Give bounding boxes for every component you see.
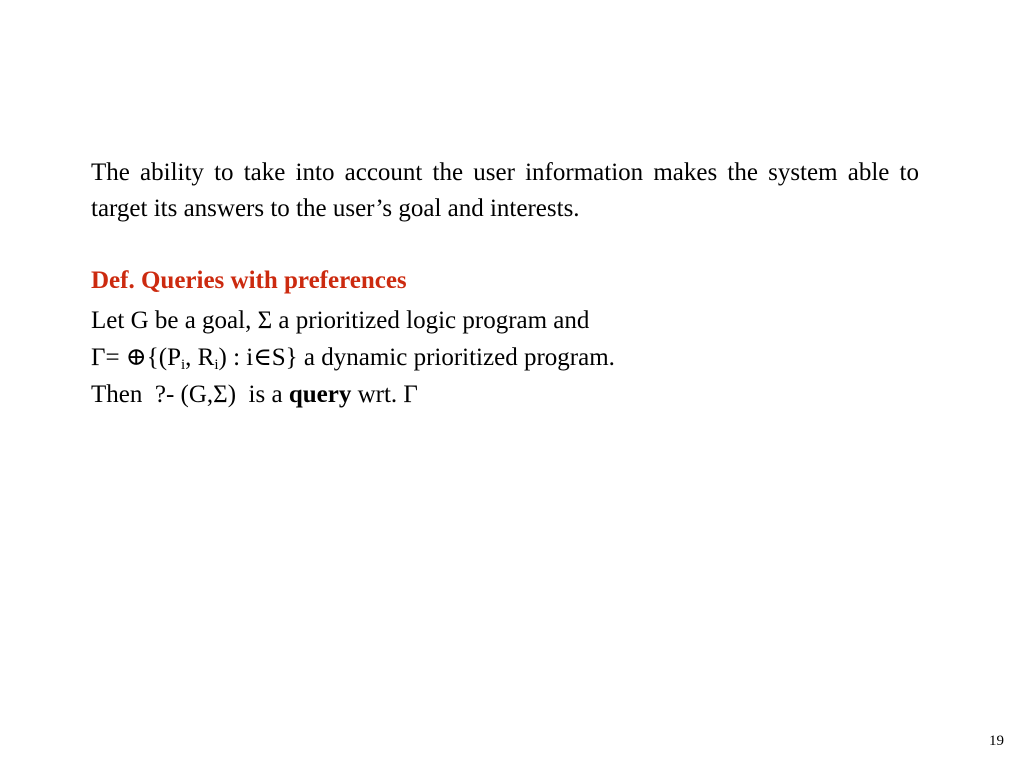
query-tail: wrt. Γ	[351, 381, 418, 408]
intro-paragraph: The ability to take into account the user information makes the system able to target its answers to the user’s goal and interests.	[91, 159, 919, 222]
program-formula-lead: Γ= ⊕{(P	[91, 344, 181, 371]
definition-line-program	[91, 340, 615, 376]
page-number: 19	[989, 733, 1004, 749]
definition-line-query	[91, 377, 418, 413]
program-formula-tail: ) : i∈S} a dynamic prioritized program.	[218, 344, 615, 371]
definition-line-goal: Let G be a goal, Σ a prioritized logic program and	[91, 307, 590, 334]
definition-heading: Def. Queries with preferences	[91, 267, 407, 294]
subscript-i: i	[214, 357, 219, 373]
query-term: query	[288, 381, 352, 408]
subscript-i: i	[180, 357, 186, 373]
program-formula-mid: , R	[185, 344, 215, 371]
query-lead: Then ?- (G,Σ) is a	[91, 381, 289, 408]
